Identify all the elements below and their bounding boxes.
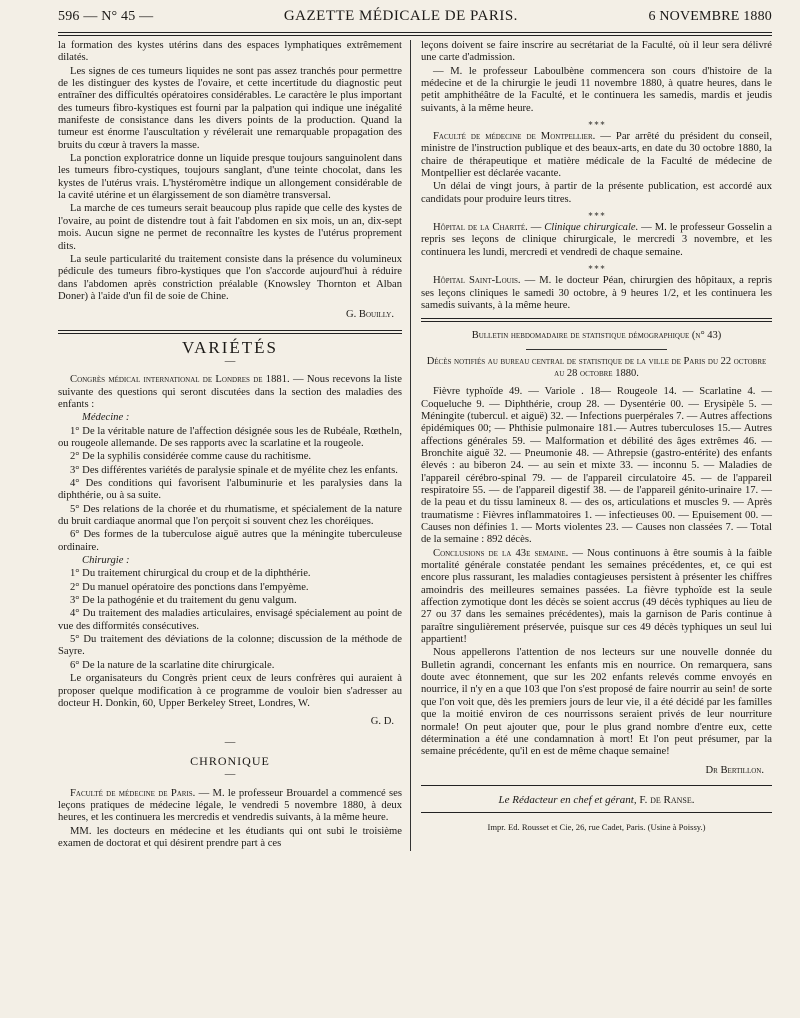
charite-paragraph: Hôpital de la Charité. — Clinique chirurgicale. — M. le professeur Gosselin a repris ses leçons de clinique chirurgicale, le mercredi 3 novembre, et les continuera les lundi, mercredi et vendredi de chaque semaine. xyxy=(421,222,772,258)
left-column xyxy=(58,40,410,851)
paragraph: Les signes de ces tumeurs liquides ne sont pas assez tranchés pour permettre de les distinguer des kystes de l'ovaire, et cette incertitude du diagnostic peut entraîner des difficultés opératoires considérables. Le caractère le plus important des tumeurs fibro-kystiques est fourni par la palpation qui indique une inégalité manifeste de consistance dans les divers points de la production. Quand la tumeur est énorme l'auscultation y révélerait une remarquable propagation des bruits du cœur à travers la masse. xyxy=(58,65,402,151)
asterism: ⁎ ⁎ ⁎ xyxy=(588,209,605,219)
medecine-item: 3° Des différentes variétés de paralysie spinale et de myélite chez les enfants. xyxy=(70,464,398,476)
journal-title: GAZETTE MÉDICALE DE PARIS. xyxy=(283,8,518,24)
medecine-item: 2° De la syphilis considérée comme cause du rachitisme. xyxy=(70,451,312,463)
redacteur-line xyxy=(421,794,772,806)
chirurgie-item: 6° De la nature de la scarlatine dite chirurgicale. xyxy=(70,659,275,671)
short-rule xyxy=(526,349,666,350)
medecine-item: 6° Des formes de la tuberculose aiguë autres que la méningite tuberculeuse ordinaire. xyxy=(58,529,402,553)
faculte-paris-text: — M. le professeur Brouardel a commencé ses leçons pratiques de médecine légale, le vendredi 5 novembre 1880, à deux heures, et les continuera les mercredis et vendredis suivants, à la même heure. xyxy=(58,787,402,824)
asterism: ⁎ ⁎ ⁎ xyxy=(588,118,605,128)
issue-date: 6 NOVEMBRE 1880 xyxy=(648,9,772,24)
redacteur-name: F. de Ranse. xyxy=(639,793,695,806)
attention-paragraph: Nous appellerons l'attention de nos lecteurs sur une nouvelle donnée du Bulletin agrandi, concernant les enfants mis en nourrice. On remarquera, sans doute avec étonnement, que sur les 202 enfants relevés comme envoyés en nourrice, il n'y en a que 103 que l'on s'est proposé de faire nourrir au sein! de sorte que l'on voit que, dès les premiers jours de leur vie, il a été décidé par les familles que la moitié environ de ces nourrissons seraient privés de leur nourriture normale! On peut ajouter que, pour le plus grand nombre d'entre eux, cette détermination a été une condamnation à mort! Et l'on peut présumer, par la semaine précédente, qu'il en est de même chaque semaine! xyxy=(421,647,772,758)
conclusions-paragraph xyxy=(421,548,772,647)
saint-louis-heading: Hôpital Saint-Louis. xyxy=(433,275,521,287)
signature-bertillon: Dr Bertillon. xyxy=(705,764,764,776)
montpellier-text: — Par arrêté du président du conseil, ministre de l'instruction publique et des beaux-arts, en date du 30 octobre 1880, la chaire de thérapeutique et matière médicale de la Faculté de médecine de Montpellier est déclarée vacante. xyxy=(421,131,772,180)
section-rule xyxy=(58,330,402,334)
right-column xyxy=(410,40,772,851)
charite-subtitle: Clinique chirurgicale. xyxy=(544,222,639,234)
chirurgie-item: 3° De la pathogénie et du traitement du genu valgum. xyxy=(70,595,297,607)
title-dash: — xyxy=(224,355,236,367)
conclusions-heading: Conclusions de la 43e semaine. xyxy=(433,547,569,559)
congres-heading: Congrès médical international de Londres de 1881. xyxy=(70,374,290,386)
faculte-paris-paragraph xyxy=(58,788,402,825)
imprint: Impr. Ed. Rousset et Cie, 26, rue Cadet, Paris. (Usine à Poissy.) xyxy=(487,822,706,833)
redacteur-label: Le Rédacteur en chef et gérant, xyxy=(498,793,637,806)
bulletin-title: Bulletin hebdomadaire de statistique démographique (n° 43) xyxy=(471,330,722,342)
varietes-title: VARIÉTÉS xyxy=(182,337,278,357)
paragraph: La ponction exploratrice donne un liquide presque toujours sanguinolent dans les tumeurs fibro-cystiques, toujours sanglant, d'une teinte chocolat, dans les kystes de l'utérus vrais. L'hystéromètre indique un allongement considérable de la cavité utérine et un élargissement de son diamètre transversal. xyxy=(58,153,402,202)
asterism: ⁎ ⁎ ⁎ xyxy=(588,262,605,272)
montpellier-paragraph xyxy=(421,131,772,180)
charite-text: — M. le professeur Gosselin a repris ses leçons de clinique chirurgicale, le mercredi 3 novembre, et les continuera les lundi, mercredi et vendredi de chaque semaine. xyxy=(421,222,772,258)
page-number-issue: 596 — N° 45 — xyxy=(58,9,154,24)
congres-text: — Nous recevons la liste suivante des questions qui seront discutées dans la section des maladies des enfants : xyxy=(58,374,403,410)
delai-paragraph: Un délai de vingt jours, à partir de la présente publication, est accordé aux candidats pour produire leurs titres. xyxy=(421,181,772,205)
charite-heading: Hôpital de la Charité. xyxy=(433,222,528,234)
chronique-title: CHRONIQUE xyxy=(190,753,270,768)
chirurgie-item: 2° Du manuel opératoire des ponctions dans l'empyème. xyxy=(70,581,309,593)
header-rule xyxy=(58,32,772,36)
medecine-item: 5° Des relations de la chorée et du rhumatisme, et spécialement de la nature du bruit cardiaque anormal que l'on perçoit si souvent chez les choréiques. xyxy=(58,503,402,528)
paragraph: la formation des kystes utérins dans des espaces lymphatiques extrêmement dilatés. xyxy=(58,40,402,64)
title-dash: — xyxy=(224,769,236,781)
faculte-paris-heading: Faculté de médecine de Paris. xyxy=(70,787,196,799)
chirurgie-item: 1° Du traitement chirurgical du croup et de la diphthérie. xyxy=(70,568,311,580)
medecine-label: Médecine : xyxy=(82,412,130,424)
section-rule xyxy=(421,318,772,322)
columns xyxy=(58,40,772,851)
deces-paragraph: Fièvre typhoïde 49. — Variole . 18— Rougeole 14. — Scarlatine 4. — Coqueluche 9. — Diphthérie, croup 28. — Dysentérie 00. — Erysipèle 5. — Méningite (tubercul. et aiguë) 32. — Infections puerpérales 7. — Autres affections épidémiques 00; — Phthisie pulmonaire 181.— Autres tuberculoses 15.— Autres affections générales 59. — Malformation et débilité des âges extrêmes 46. — Bronchite aiguë 32. — Pneumonie 48. — Athrepsie (gastro-entérite) des enfants élevés : au biberon 24. — au sein et mixte 33. — inconnu 5. — Maladies de l'appareil cérébro-spinal 79. — de l'appareil circulatoire 45. — de l'appareil respiratoire 55. — de l'appareil digestif 38. — de l'appareil génito-urinaire 17. — de la peau et du tissu lamineux 8. — des os, articulations et muscles 9. — Après traumatisme : Fièvres inflammatoires 1. — infectieuses 00. — Epuisement 00. — Causes non définies 1. — Morts violentes 23. — Causes non classées 7. — Total de la semaine : 892 décès. xyxy=(421,386,772,546)
signature-bouilly: G. Bouilly. xyxy=(345,309,394,321)
paragraph: La marche de ces tumeurs serait beaucoup plus rapide que celle des kystes de l'ovaire, au point de distendre tout à fait l'abdomen en six mois, un an, dix-sept mois. Aucun signe ne permet de reconnaître les kystes de l'utérus proprement dits. xyxy=(58,203,402,252)
closing-rule xyxy=(421,812,772,813)
congres-paragraph xyxy=(58,374,402,411)
saint-louis-text: — M. le docteur Péan, chirurgien des hôpitaux, a repris ses leçons cliniques le samedi 30 octobre, à 9 heures 1/2, et les continuera les samedis suivants, à la même heure. xyxy=(421,275,772,311)
saint-louis-paragraph xyxy=(421,275,772,312)
conclusions-text: — Nous continuons à être soumis à la faible mortalité générale constatée pendant les semaines précédentes, et, ce qui est encore plus rassurant, les maladies contagieuses persistent à présenter les chiffres amoindris des meilleures semaines passées. La fièvre typhoïde est la seule affection zymotique dont les décès se soient accrus (49 décès typhiques au lieu de 27 ou 37 dans les semaines précédentes), mais la garnison de Paris continue à paraître singulièrement préservée, puisque sur ces 49 décès typhiques un seul lui appartient! xyxy=(421,547,772,646)
chirurgie-item: 5° Du traitement des déviations de la colonne; discussion de la méthode de Sayre. xyxy=(58,634,402,658)
page-header xyxy=(58,8,772,30)
chirurgie-item: 4° Du traitement des maladies articulaires, envisagé spécialement au point de vue des difformités consécutives. xyxy=(58,608,402,632)
deces-title: Décès notifiés au bureau central de statistique de la ville de Paris du 22 octobre au 28 octobre 1880. xyxy=(426,355,767,379)
chirurgie-label: Chirurgie : xyxy=(82,555,130,567)
medecine-item: 4° Des conditions qui favorisent l'albuminurie et les paralysies dans la diphthérie, ou à sa suite. xyxy=(58,478,402,502)
section-dash: — xyxy=(224,736,236,748)
paragraph: La seule particularité du traitement consiste dans la présence du volumineux pédicule des tumeurs fibro-kystiques que l'on s'accorde aujourd'hui à réduire dans l'abdomen après constriction préalable (Knowsley Thornton et Alban Doner) à l'aide d'un fil de soie de Chine. xyxy=(58,253,402,302)
organisateurs-paragraph: Le organisateurs du Congrès prient ceux de leurs confrères qui auraient à proposer quelque modification à ce programme de vouloir bien s'adresser au docteur H. Donkin, 60, Upper Berkeley Street, Londres, W. xyxy=(58,673,402,709)
closing-rule xyxy=(421,785,772,786)
laboulbene-paragraph: — M. le professeur Laboulbène commencera son cours d'histoire de la médecine et de la chirurgie le jeudi 11 novembre 1880, à quatre heures, dans le petit amphithéâtre de la Faculté, et le continuera les samedis, mardis et jeudis suivants, à la même heure. xyxy=(421,65,772,114)
signature-gd: G. D. xyxy=(370,716,394,728)
continuation-paragraph: leçons doivent se faire inscrire au secrétariat de la Faculté, où il leur sera délivré une carte d'admission. xyxy=(421,40,772,64)
montpellier-heading: Faculté de médecine de Montpellier. xyxy=(433,131,596,143)
medecine-item: 1° De la véritable nature de l'affection désignée sous les de Rubéale, Rœtheln, ou rougeole allemande. De ses rapports avec la scarlatine et la rougeole. xyxy=(58,425,402,449)
docteurs-paragraph: MM. les docteurs en médecine et les étudiants qui ont subi le troisième examen de doctorat et qui désirent prendre part à ces xyxy=(58,825,402,849)
